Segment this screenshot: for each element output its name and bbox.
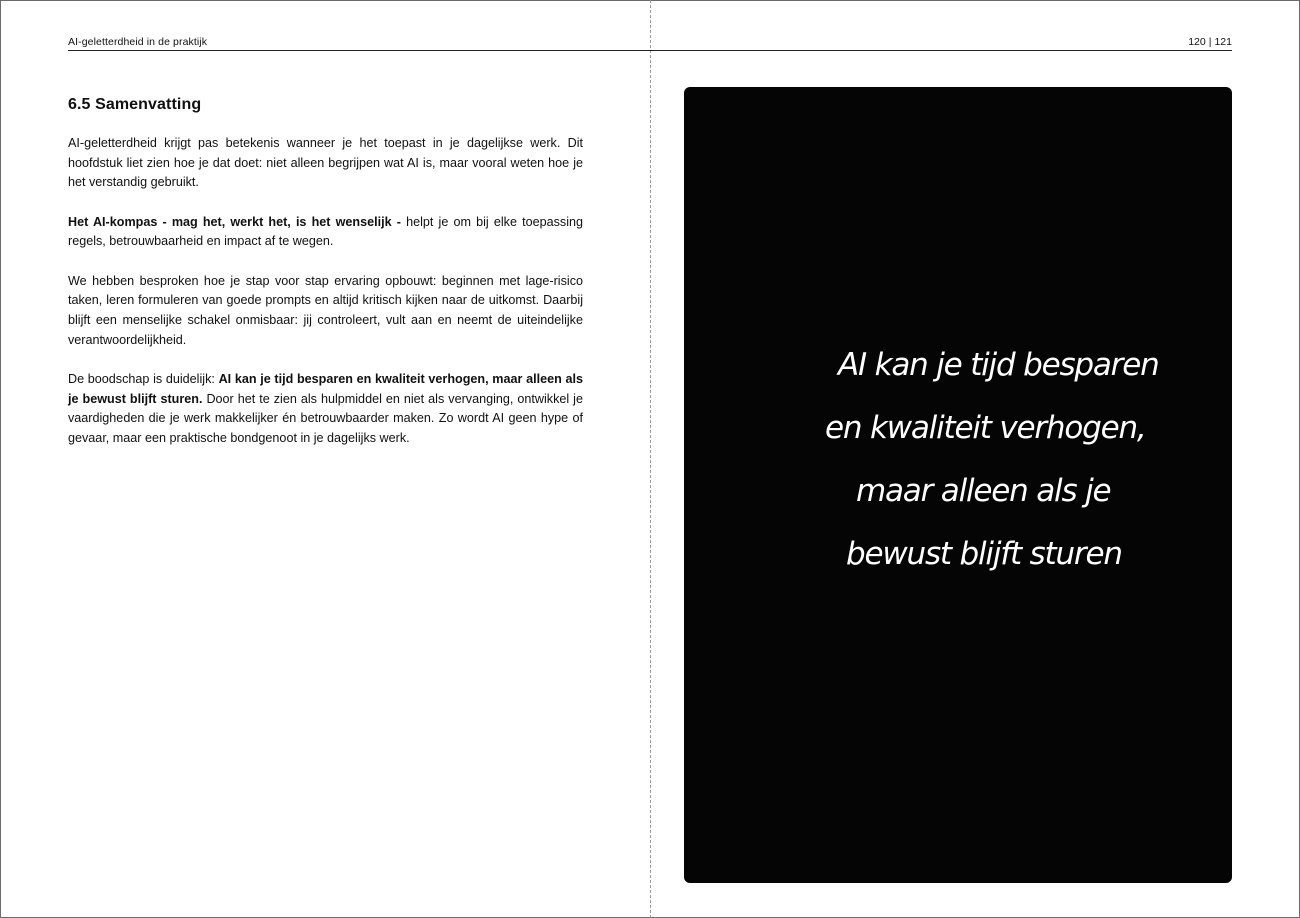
quote-line-1: AI kan je tijd besparen (838, 347, 1159, 383)
page-number-left: 120 (1188, 36, 1206, 48)
paragraph-ervaring-text: We hebben besproken hoe je stap voor stap ervaring opbouwt: beginnen met lage-risico taken, leren formuleren van goede prompts en altijd kritisch kijken naar de uitkomst. Daarbij blijft een menselijke schakel onmisbaar: jij controleert, vult aan en neemt de uiteindelijke verantwoordelijkheid. (68, 273, 583, 347)
paragraph-ai-kompas-bold: Het AI-kompas - mag het, werkt het, is het wenselijk - (68, 214, 401, 229)
running-title: AI-geletterdheid in de praktijk (68, 36, 208, 48)
spread-gutter-divider (650, 0, 651, 918)
quote-line-2: en kwaliteit verhogen, (825, 410, 1146, 446)
paragraph-boodschap (68, 370, 583, 449)
header-rule (68, 50, 1232, 51)
paragraph-intro-text: AI-geletterdheid krijgt pas betekenis wanneer je het toepast in je dagelijkse werk. Dit hoofdstuk liet zien hoe je dat doet: niet alleen begrijpen wat AI is, maar vooral weten hoe je het verstandig gebruikt. (68, 136, 583, 190)
paragraph-ervaring (68, 272, 583, 351)
quote-line-3: maar alleen als je (856, 473, 1111, 509)
quote-line-4: bewust blijft sturen (846, 536, 1122, 572)
left-page-content (68, 95, 583, 468)
paragraph-boodschap-bold: AI kan je tijd besparen en kwaliteit verhogen, maar alleen als je bewust blijft sturen. (68, 371, 583, 406)
pull-quote (684, 87, 1232, 883)
paragraph-boodschap-lead: De boodschap is duidelijk: (68, 371, 219, 386)
page-number-right: 121 (1214, 36, 1232, 48)
paragraph-ai-kompas (68, 213, 583, 252)
page-numbers (1188, 36, 1232, 48)
paragraph-boodschap-text: Door het te zien als hulpmiddel en niet als vervanging, ontwikkel je vaardigheden die je werk makkelijker én betrouwbaarder maken. Zo wordt AI geen hype of gevaar, maar een praktische bondgenoot in je dagelijks werk. (68, 391, 583, 445)
page-number-separator: | (1208, 36, 1212, 48)
quote-panel (684, 87, 1232, 883)
paragraph-ai-kompas-text: helpt je om bij elke toepassing regels, betrouwbaarheid en impact af te wegen. (68, 214, 584, 249)
section-title: 6.5 Samenvatting (68, 96, 202, 113)
paragraph-intro (68, 134, 583, 193)
